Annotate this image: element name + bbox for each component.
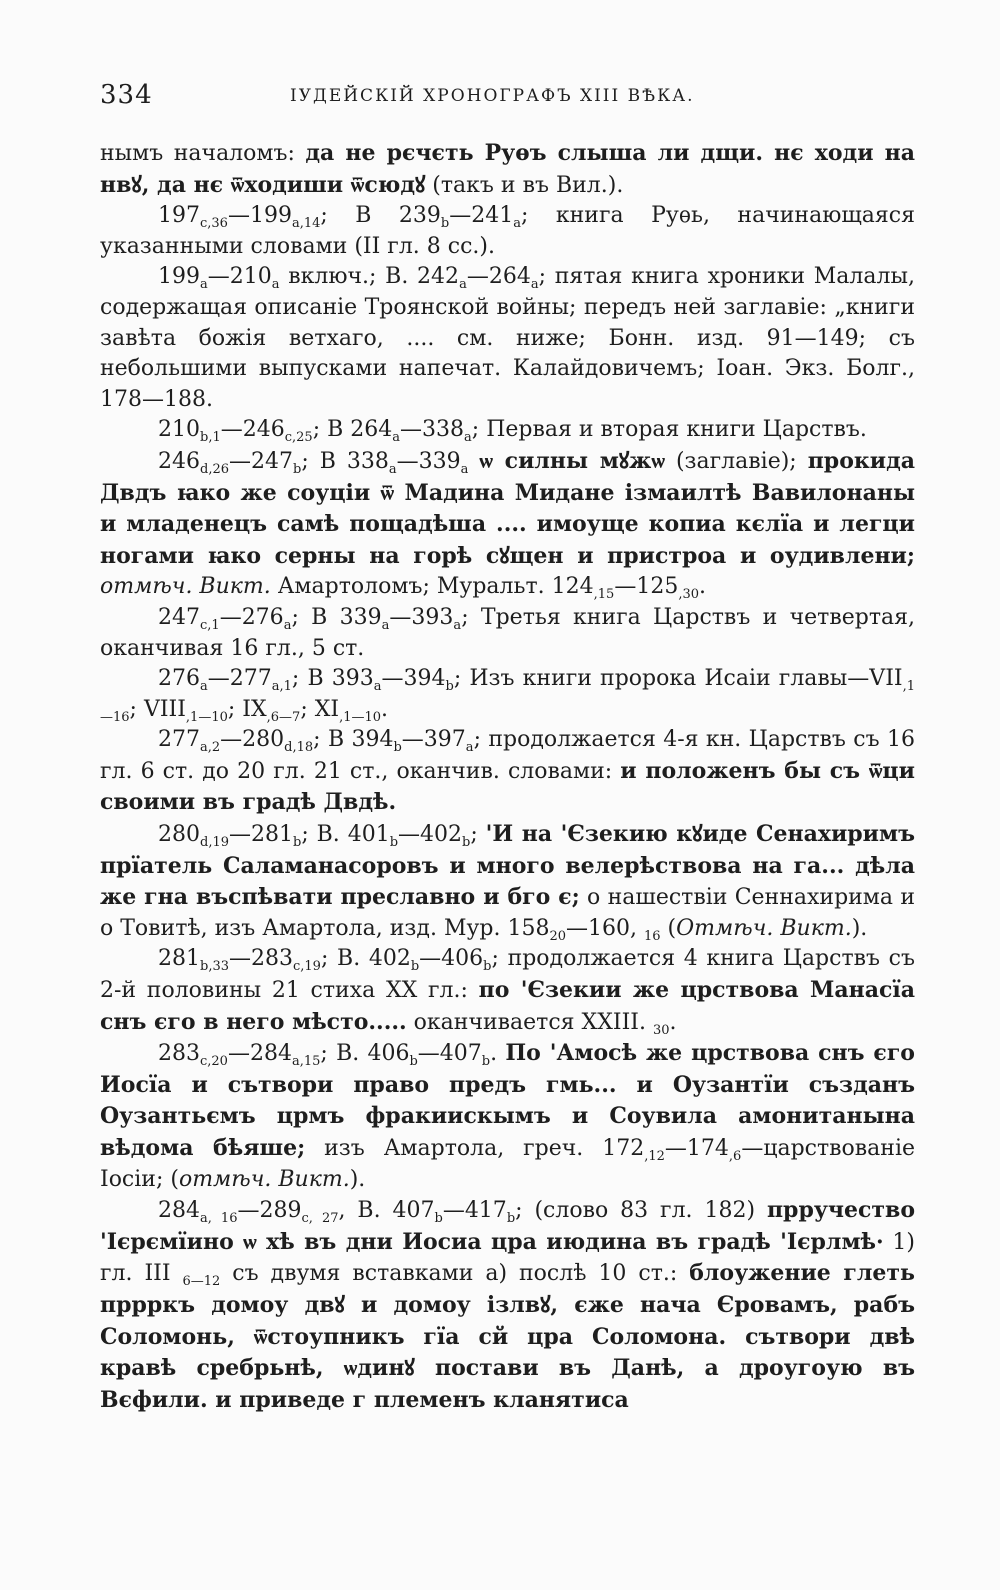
text-run: оканчивается XXIII. <box>406 1009 653 1035</box>
subscript-ref: a,1 <box>271 679 292 695</box>
paragraph <box>100 138 915 201</box>
text-run: ; В 264 <box>312 417 393 443</box>
text-run: 1) гл. III <box>100 1229 915 1287</box>
subscript-ref: ,12 <box>644 1149 665 1164</box>
church-slavonic-quote: прручество 'Ієрємїино ѡ хѣ въ дни Иосиа цра июдина въ градѣ 'Ієрлмѣ· <box>100 1197 915 1255</box>
text-run: 199 <box>158 264 200 290</box>
page-header <box>100 80 920 114</box>
text-run: —406 <box>419 946 484 972</box>
text-run: ; пятая книга хроники Малалы, содержащая описаніе Троянской войны; передъ ней заглавіе: „книги завѣта божія ветхаго, .... см. ниже; Бонн. изд. 91—149; съ небольшими выпусками напечат. Калайдовичемъ; Іоан. Экз. Болг., 178—188. <box>100 264 915 412</box>
subscript-ref: a <box>513 216 522 232</box>
text-run: о нашествіи Сеннахирима и о Товитѣ, изъ Амартола, изд. Мур. 158 <box>100 885 915 941</box>
text-run: ; Первая и вторая книги Царствъ. <box>471 417 867 443</box>
subscript-ref: b <box>440 216 450 232</box>
subscript-ref: ,1—16 <box>100 679 915 725</box>
subscript-ref: ,6 <box>728 1149 742 1164</box>
paragraph <box>100 446 915 603</box>
text-run: . <box>490 1041 506 1067</box>
church-slavonic-quote: по 'Єзекии же црствова Манасїа снъ єго в него мѣсто..... <box>100 977 915 1035</box>
text-run: ; В 394 <box>313 727 394 753</box>
text-run: —174 <box>664 1136 729 1161</box>
subscript-ref: c,36 <box>200 216 228 232</box>
text-run: . <box>669 1009 677 1035</box>
text-run: 281 <box>158 946 200 972</box>
italic-text: Отмѣч. Викт. <box>676 915 852 941</box>
paragraph <box>100 1195 915 1416</box>
text-run: 277 <box>158 727 200 753</box>
text-run: ; В 393 <box>291 666 374 692</box>
text-run: ). <box>349 1166 366 1192</box>
subscript-ref: a,14 <box>291 216 321 232</box>
text-run: ; продолжается 4 книга Царствъ съ 2-й половины 21 стиха XX гл.: <box>100 946 915 1004</box>
subscript-ref: d,26 <box>200 461 229 477</box>
subscript-ref: a,2 <box>200 740 221 756</box>
text-run: ; IX <box>227 696 267 722</box>
paragraph <box>100 819 915 944</box>
subscript-ref: b <box>389 835 399 851</box>
text-run: ). <box>851 915 868 941</box>
subscript-ref: b <box>393 740 402 756</box>
church-slavonic-quote: да не рєчєть Руѳъ слыша ли дщи. нє ходи на нвꙋ, да нє ѿходиши ѿсюдꙋ <box>100 140 915 198</box>
text-run: ; В 338 <box>301 448 389 474</box>
text-run: —289 <box>237 1198 302 1224</box>
text-run: —402 <box>398 822 463 848</box>
subscript-ref: ,15 <box>593 587 615 603</box>
church-slavonic-quote: ѡ силны мꙋжѡ <box>479 447 665 474</box>
text-run: 247 <box>158 604 200 630</box>
text-run: (такъ и въ Вил.). <box>425 172 624 198</box>
text-run: ; (слово 83 гл. 182) <box>515 1198 767 1224</box>
text-run: 283 <box>158 1041 200 1067</box>
text-run: —276 <box>219 604 284 630</box>
subscript-ref: a <box>530 277 539 293</box>
text-run: —393 <box>389 604 454 630</box>
church-slavonic-quote: По 'Амосѣ же црствова снъ єго Иосїа и сътвори право предъ гмь... и Оузантїи създанъ Оузантьємъ црмъ фракиискымъ и Соувила амонитанына вѣдома бѣяше; <box>100 1040 915 1161</box>
text-run: —284 <box>227 1041 292 1067</box>
text-run: ; Изъ книги пророка Исаіи главы—VII <box>453 666 903 692</box>
text-run: , В. 407 <box>338 1198 435 1224</box>
subscript-ref: c,1 <box>200 617 220 633</box>
subscript-ref: a <box>200 679 208 695</box>
paragraph <box>100 201 915 262</box>
text-run: ; книга Руѳь, начинающаяся указанными словами (II гл. 8 сс.). <box>100 203 915 259</box>
subscript-ref: d,19 <box>200 835 229 851</box>
subscript-ref: 16 <box>644 928 661 944</box>
text-run: 284 <box>158 1198 200 1224</box>
italic-text: отмѣч. Викт. <box>178 1166 350 1192</box>
church-slavonic-quote: блоужение глеть пррркъ домоу двꙋ и домоу ізлвꙋ, єже нача Єровамъ, рабъ Соломонь, ѿстоупникъ гїа сй цра Соломона. сътвори двѣ кравѣ сребрьнѣ, ѡдинꙋ постави въ Данѣ, а дроугоую въ Вєфили. и приведе г племенъ кланятиса <box>100 1260 915 1413</box>
text-run: —160, <box>566 915 645 941</box>
text-run: 280 <box>158 822 200 848</box>
text-run: Амартоломъ; Муральт. 124 <box>270 574 594 600</box>
text-run: —338 <box>400 417 465 443</box>
subscript-ref: a <box>465 740 474 756</box>
text-run: ; В 339 <box>291 604 382 630</box>
paragraph <box>100 262 915 415</box>
text-run: (заглавіе); <box>664 448 808 474</box>
text-run: ; В. 401 <box>301 822 390 848</box>
subscript-ref: a <box>459 277 467 293</box>
subscript-ref: 6—12 <box>182 1274 221 1290</box>
subscript-ref: 20 <box>549 928 567 944</box>
text-run: —246 <box>220 417 285 443</box>
subscript-ref: c,20 <box>200 1054 228 1070</box>
text-run: ; В. 402 <box>320 946 411 972</box>
text-run: —210 <box>207 264 272 290</box>
subscript-ref: a <box>460 461 469 477</box>
text-run: 197 <box>158 203 200 229</box>
text-run: . <box>381 696 389 722</box>
text-run: —281 <box>229 822 293 848</box>
subscript-ref: b <box>293 461 302 477</box>
running-title: ІУДЕЙСКІЙ ХРОНОГРАФЪ XIII ВѢКА. <box>290 86 695 106</box>
text-run: —247 <box>229 448 293 474</box>
subscript-ref: b <box>410 959 420 975</box>
text-run: включ.; В. 242 <box>279 264 460 290</box>
text-run: —407 <box>417 1041 482 1067</box>
subscript-ref: a <box>388 461 397 477</box>
text-run: изъ Амартола, греч. 172 <box>305 1136 645 1161</box>
text-run: —264 <box>466 264 531 290</box>
text-run: —397 <box>401 727 466 753</box>
text-run: —277 <box>207 666 272 692</box>
text-run: съ двумя вставками а) послѣ 10 ст.: <box>220 1261 690 1287</box>
subscript-ref: b <box>409 1054 418 1070</box>
text-run: ; продолжается 4-я кн. Царствъ съ 16 гл. 6 ст. до 20 гл. 21 ст., оканчив. словами: <box>100 727 915 784</box>
subscript-ref: b <box>483 959 492 975</box>
subscript-ref: a <box>464 430 472 446</box>
subscript-ref: a <box>381 617 390 633</box>
paragraph <box>100 1038 915 1195</box>
subscript-ref: b <box>481 1054 491 1070</box>
subscript-ref: b <box>434 1211 443 1227</box>
text-run: —339 <box>396 448 461 474</box>
subscript-ref: a <box>200 277 208 293</box>
subscript-ref: c, 27 <box>301 1211 339 1227</box>
subscript-ref: ,30 <box>678 587 700 603</box>
paragraph <box>100 944 915 1038</box>
subscript-ref: b <box>293 835 302 851</box>
text-run: 276 <box>158 666 200 692</box>
page-number: 334 <box>100 80 153 110</box>
text-run: ; В 239 <box>320 203 441 229</box>
church-slavonic-quote: 'И на 'Єзекию кꙋиде Сенахиримъ прїатель Саламанасоровъ и много велерѣствова на га... дѣла же гна въспѣвати преславно и бго є; <box>100 821 915 911</box>
text-run: —125 <box>614 574 679 600</box>
subscript-ref: 30 <box>652 1022 670 1038</box>
italic-text: отмѣч. Викт. <box>100 574 271 600</box>
subscript-ref: ,6—7 <box>266 709 301 725</box>
text-run: ; VIII <box>129 696 186 722</box>
paragraph <box>100 603 915 664</box>
text-run: ; В. 406 <box>320 1041 410 1067</box>
subscript-ref: ,1—10 <box>339 709 382 725</box>
subscript-ref: b <box>462 835 471 851</box>
subscript-ref: b,33 <box>200 959 229 975</box>
text-run: —394 <box>381 666 446 692</box>
text-run: —241 <box>449 203 514 229</box>
text-run: . <box>699 574 707 600</box>
text-run: 246 <box>158 448 200 474</box>
subscript-ref: a,15 <box>291 1054 321 1070</box>
text-run: —417 <box>442 1198 507 1224</box>
church-slavonic-quote: и положенъ бы съ ѿци своими въ градѣ Двдѣ. <box>100 757 915 816</box>
text-run: —280 <box>220 727 285 753</box>
subscript-ref: d,18 <box>284 740 314 756</box>
text-run: 210 <box>158 417 200 443</box>
text-run: ( <box>660 915 677 941</box>
subscript-ref: b,1 <box>200 430 221 446</box>
text-run <box>468 449 479 474</box>
subscript-ref: c,19 <box>293 959 321 975</box>
subscript-ref: b <box>445 679 454 695</box>
text-run: —царствованіе Іосіи; ( <box>100 1136 916 1192</box>
page-body-text <box>100 138 915 1416</box>
subscript-ref: b <box>506 1211 516 1227</box>
subscript-ref: a <box>271 277 280 293</box>
text-run: ; XI <box>300 696 340 722</box>
paragraph <box>100 725 915 819</box>
subscript-ref: a <box>283 617 292 633</box>
text-run: ; <box>470 822 486 848</box>
text-run: —283 <box>229 946 293 972</box>
subscript-ref: a <box>392 430 401 446</box>
subscript-ref: c,25 <box>284 430 313 446</box>
subscript-ref: a <box>373 679 382 695</box>
paragraph <box>100 664 915 725</box>
text-run: нымъ началомъ: <box>100 141 306 166</box>
text-run: ; Третья книга Царствъ и четвертая, оканчивая 16 гл., 5 ст. <box>100 604 915 661</box>
subscript-ref: ,1—10 <box>185 709 228 725</box>
subscript-ref: a, 16 <box>200 1211 238 1227</box>
text-run: —199 <box>227 203 292 229</box>
paragraph <box>100 415 915 446</box>
church-slavonic-quote: прокида Двдъ ꙗко же соуціи ѿ Мадина Мидане ізмаилтѣ Вавилонаны и младенецъ самѣ пощадѣша .... имоуще копиа кєлїа и легци ногами ꙗко серны на горѣ сꙋщен и пристроа и оудивлени; <box>100 447 915 569</box>
subscript-ref: a <box>453 617 462 633</box>
